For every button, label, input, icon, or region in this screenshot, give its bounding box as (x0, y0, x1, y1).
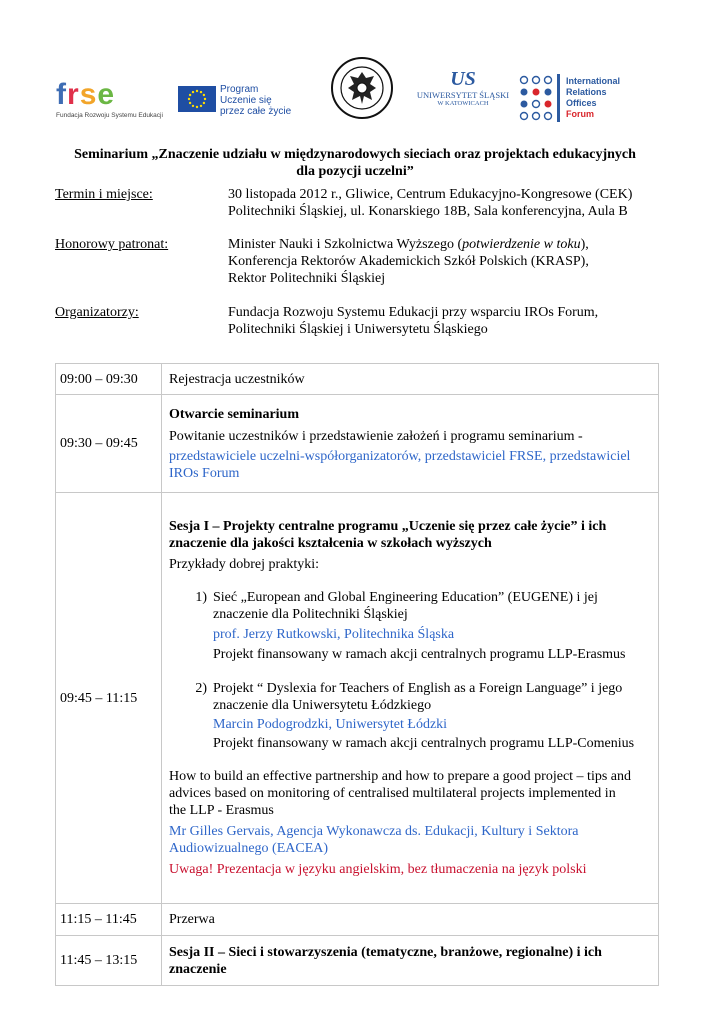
frse-logo-subtitle: Fundacja Rozwoju Systemu Edukacji (56, 112, 163, 119)
info-patronat-label: Honorowy patronat: (55, 237, 169, 252)
agenda-time: 11:45 – 13:15 (56, 936, 162, 986)
frse-logo: frse Fundacja Rozwoju Systemu Edukacji (56, 78, 163, 119)
agenda-row-opening (56, 395, 659, 493)
info-organizatorzy-label: Organizatorzy: (55, 305, 139, 320)
seminar-title: Seminarium „Znaczenie udziału w międzynarodowych sieciach oraz projektach edukacyjnych dla pozycji uczelni” (74, 147, 636, 179)
us-name: UNIWERSYTET ŚLĄSKI (416, 90, 510, 100)
agenda-time: 09:45 – 11:15 (56, 493, 162, 904)
agenda-row-session-2 (56, 936, 659, 986)
agenda-time: 09:00 – 09:30 (56, 364, 162, 395)
agenda-content: Sesja I – Projekty centralne programu „Uczenie się przez całe życie” i ich znaczenie dla jakości kształcenia w szkołach wyższych Przykłady dobrej praktyki: 1) Sieć „European and Global Engineering Education” (EUGENE) i jej znaczenie dla Politechniki Śląskiej prof. Jerzy Rutkowski, Politechnika Śląska Projekt finansowany w ramach akcji centralnych programu LLP-Erasmus 2) Projekt “ Dyslexia for Teachers of English as a Foreign Language” i jego znaczenie dla Uniwersytetu Łódzkiego Marcin Podogrodzki, Uniwersytet Łódzki Projekt finansowany w ramach akcji centralnych programu LLP-Comenius How to build an effective partnership and how to prepare a good project – tips and advices based on monitoring of centralised multilateral projects implemented in the LLP - Erasmus Mr Gilles Gervais, Agencja Wykonawcza ds. Edukacji, Kultury i Sektora Audiowizualnego (EACEA) Uwaga! Prezentacja w języku angielskim, bez tłumaczenia na język polski (162, 493, 659, 904)
agenda-content: Przerwa (162, 904, 659, 936)
logo-bar (0, 50, 725, 130)
agenda-list-item: 1) Sieć „European and Global Engineering Education” (EUGENE) i jej znaczenie dla Politechniki Śląskiej prof. Jerzy Rutkowski, Politechnika Śląska Projekt finansowany w ramach akcji centralnych programu LLP-Erasmus (195, 590, 626, 662)
agenda-row-registration (56, 364, 659, 395)
info-patronat-value: Minister Nauki i Szkolnictwa Wyższego (potwierdzenie w toku), Konferencja Rektorów Akademickich Szkół Polskich (KRASP), Rektor Politechniki Śląskiej (228, 237, 589, 286)
eu-flag-icon (178, 86, 216, 112)
agenda-row-session-1 (56, 493, 659, 904)
iros-dots-icon (518, 74, 562, 122)
agenda-content: Rejestracja uczestników (162, 364, 659, 395)
info-organizatorzy-value: Fundacja Rozwoju Systemu Edukacji przy wsparciu IROs Forum, Politechniki Śląskiej i Uniwersytetu Śląskiego (228, 305, 599, 337)
info-termin-value: 30 listopada 2012 r., Gliwice, Centrum Edukacyjno-Kongresowe (CEK) Politechniki Śląskiej, ul. Konarskiego 18B, Sala konferencyjna, Aula B (228, 187, 633, 219)
iros-forum-logo: International Relations Offices Forum (518, 74, 628, 122)
agenda-content: Otwarcie seminarium Powitanie uczestników i przedstawienie założeń i programu seminarium - przedstawiciele uczelni-współorganizatorów, przedstawiciel FRSE, przedstawiciel IROs Forum (162, 395, 659, 493)
agenda-list-item: 2) Projekt “ Dyslexia for Teachers of English as a Foreign Language” i jego znaczenie dla Uniwersytetu Łódzkiego Marcin Podogrodzki, Uniwersytet Łódzki Projekt finansowany w ramach akcji centralnych programu LLP-Comenius (195, 681, 635, 751)
agenda-table (55, 363, 659, 986)
info-termin-label: Termin i miejsce: (55, 187, 153, 202)
uniwersytet-slaski-logo (414, 68, 512, 118)
us-city: W KATOWICACH (437, 100, 489, 107)
agenda-content: Sesja II – Sieci i stowarzyszenia (tematyczne, branżowe, regionalne) i ich znaczenie (162, 936, 659, 986)
agenda-time: 11:15 – 11:45 (56, 904, 162, 936)
agenda-time: 09:30 – 09:45 (56, 395, 162, 493)
us-mark-icon: US (450, 68, 476, 90)
politechnika-slaska-seal (330, 56, 394, 120)
llp-program-logo: Program Uczenie się przez całe życie (178, 86, 298, 120)
agenda-row-break (56, 904, 659, 936)
